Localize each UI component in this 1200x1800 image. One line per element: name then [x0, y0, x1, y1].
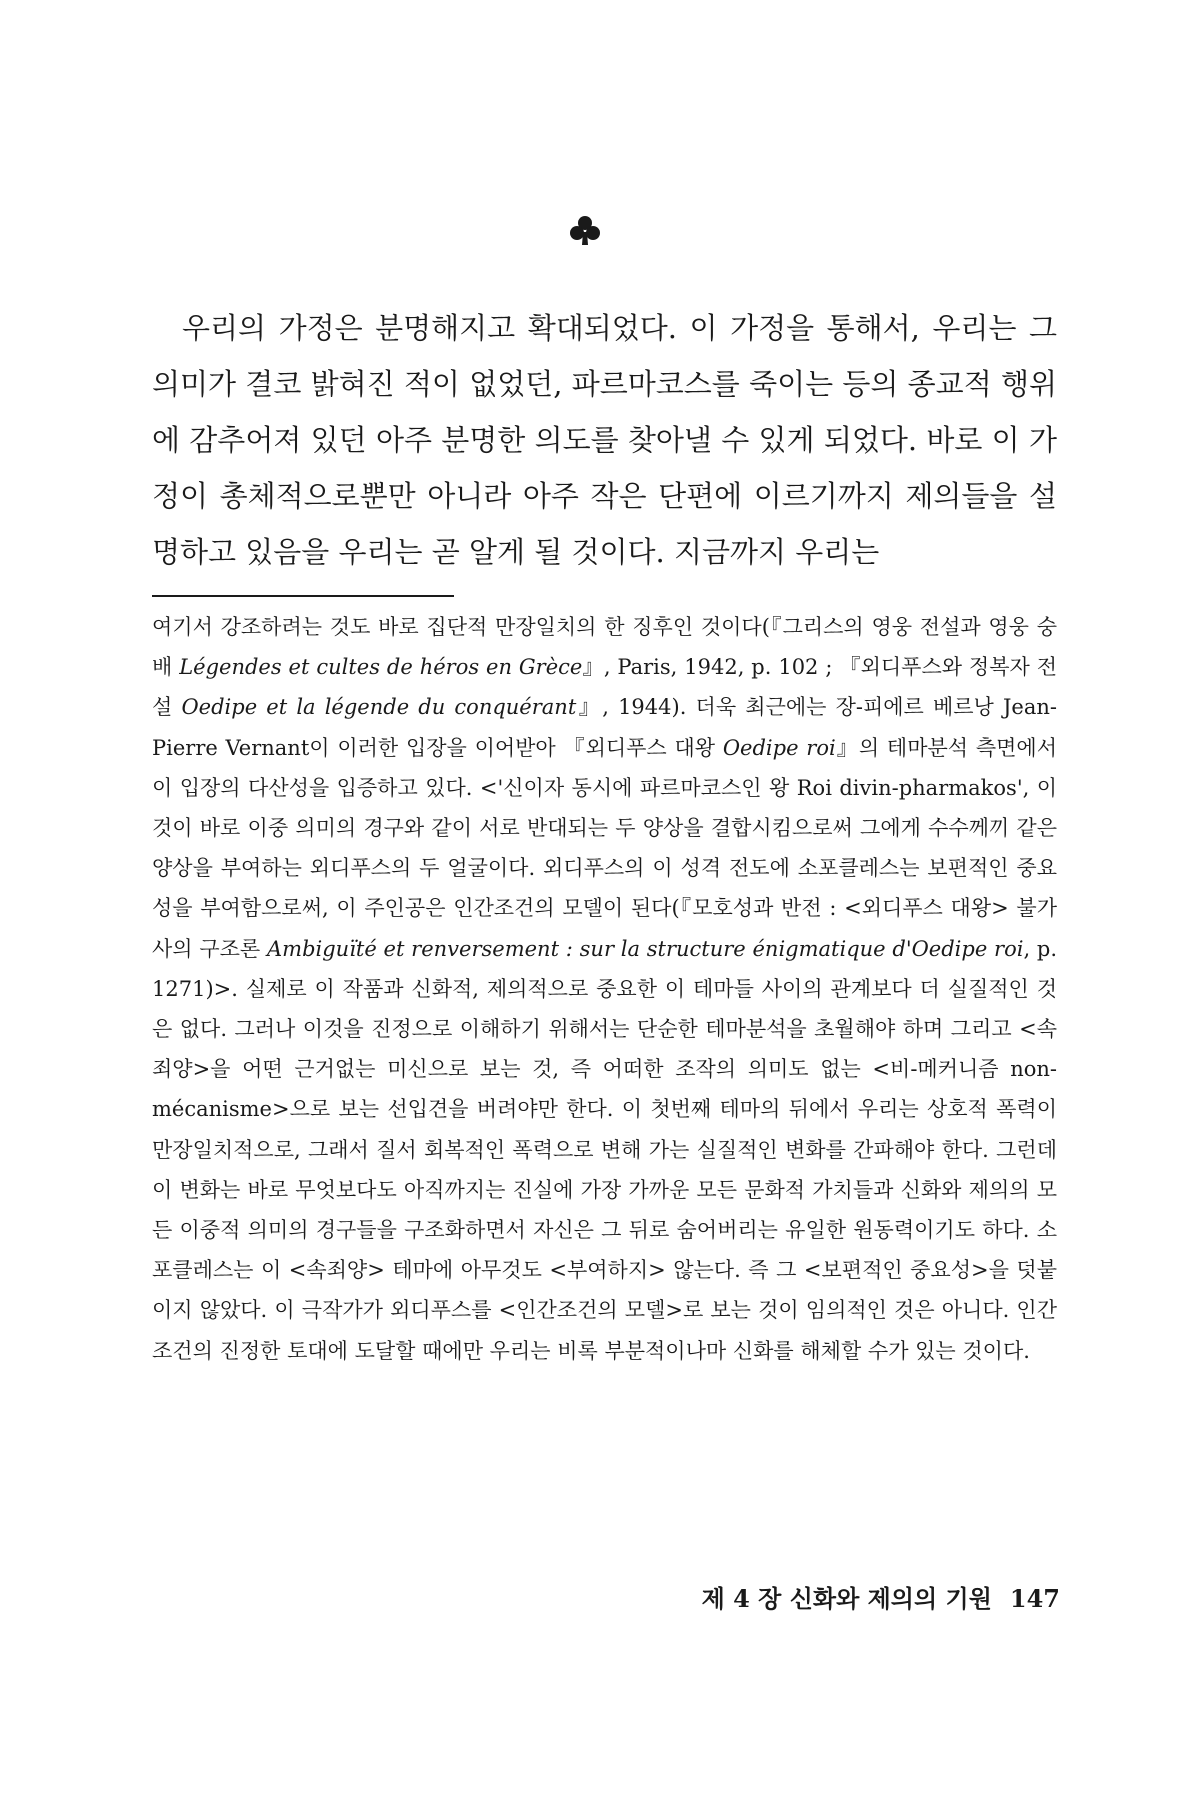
body-paragraph: [152, 300, 1057, 580]
footnote-text: 』의 테마분석 측면에서 이 입장의 다산성을 입증하고 있다. <'신이자 동시에 파르마코스인 왕 Roi divin-pharmakos', 이것이 바로 이중 의미의 경구와 같이 서로 반대되는 두 양상을 결합시킴으로써 그에게 수수께끼 같은 양상을 부여하는 외디푸스의 두 얼굴이다. 외디푸스의 이 성격 전도에 소포클레스는 보편적인 중요성을 부여함으로써, 이 주인공은 인간조건의 모델이 된다(『모호성과 반전 : <외디푸스 대왕> 불가사의 구조론: [152, 735, 1057, 961]
footnote: [152, 607, 1057, 1371]
body-paragraph-text: 우리의 가정은 분명해지고 확대되었다. 이 가정을 통해서, 우리는 그 의미가 결코 밝혀진 적이 없었던, 파르마코스를 죽이는 등의 종교적 행위에 감추어져 있던 아주 분명한 의도를 찾아낼 수 있게 되었다. 바로 이 가정이 총체적으로뿐만 아니라 아주 작은 단편에 이르기까지 제의들을 설명하고 있음을 우리는 곧 알게 될 것이다. 지금까지 우리는: [152, 311, 1057, 569]
footnote-text: 여기서 강조하려는 것도 바로 집단적 만장일치의 한 징후인 것이다(『그리스의 영웅 전설과 영웅 숭배: [152, 615, 1057, 680]
page-number: 147: [1009, 1584, 1060, 1613]
footnote-title: Oedipe et la légende du conquérant: [181, 695, 577, 720]
footnote-text: 』, Paris, 1942, p. 102 ; 『외디푸스와 정복자 전설: [152, 655, 1057, 720]
footnote-text: 』, 1944). 더욱 최근에는 장-피에르 베르낭 Jean-Pierre Vernant이 이러한 입장을 이어받아 『외디푸스 대왕: [152, 695, 1057, 760]
club-ornament-icon: [565, 212, 605, 252]
running-footer: [640, 1584, 1060, 1614]
footnote-title: Légendes et cultes de héros en Grèce: [179, 655, 583, 680]
footnote-title: Ambiguïté et renversement : sur la structure énigmatique d'Oedipe roi: [266, 936, 1024, 961]
footnote-separator: [152, 595, 454, 597]
footnote-title: Oedipe roi: [722, 735, 836, 760]
chapter-title: 제 4 장 신화와 제의의 기원: [701, 1584, 992, 1613]
footnote-text: , p. 1271)>. 실제로 이 작품과 신화적, 제의적으로 중요한 이 테마들 사이의 관계보다 더 실질적인 것은 없다. 그러나 이것을 진정으로 이해하기 위해서는 단순한 테마분석을 초월해야 하며 그리고 <속죄양>을 어떤 근거없는 미신으로 보는 것, 즉 어떠한 조작의 의미도 없는 <비-메커니즘 non-mécanisme>으로 보는 선입견을 버려야만 한다. 이 첫번째 테마의 뒤에서 우리는 상호적 폭력이 만장일치적으로, 그래서 질서 회복적인 폭력으로 변해 가는 실질적인 변화를 간파해야 한다. 그런데 이 변화는 바로 무엇보다도 아직까지는 진실에 가장 가까운 모든 문화적 가치들과 신화와 제의의 모든 이중적 의미의 경구들을 구조화하면서 자신은 그 뒤로 숨어버리는 유일한 원동력이기도 하다. 소포클레스는 이 <속죄양> 테마에 아무것도 <부여하지> 않는다. 즉 그 <보편적인 중요성>을 덧붙이지 않았다. 이 극작가가 외디푸스를 <인간조건의 모델>로 보는 것이 임의적인 것은 아니다. 인간조건의 진정한 토대에 도달할 때에만 우리는 비록 부분적이나마 신화를 해체할 수가 있는 것이다.: [152, 936, 1058, 1363]
